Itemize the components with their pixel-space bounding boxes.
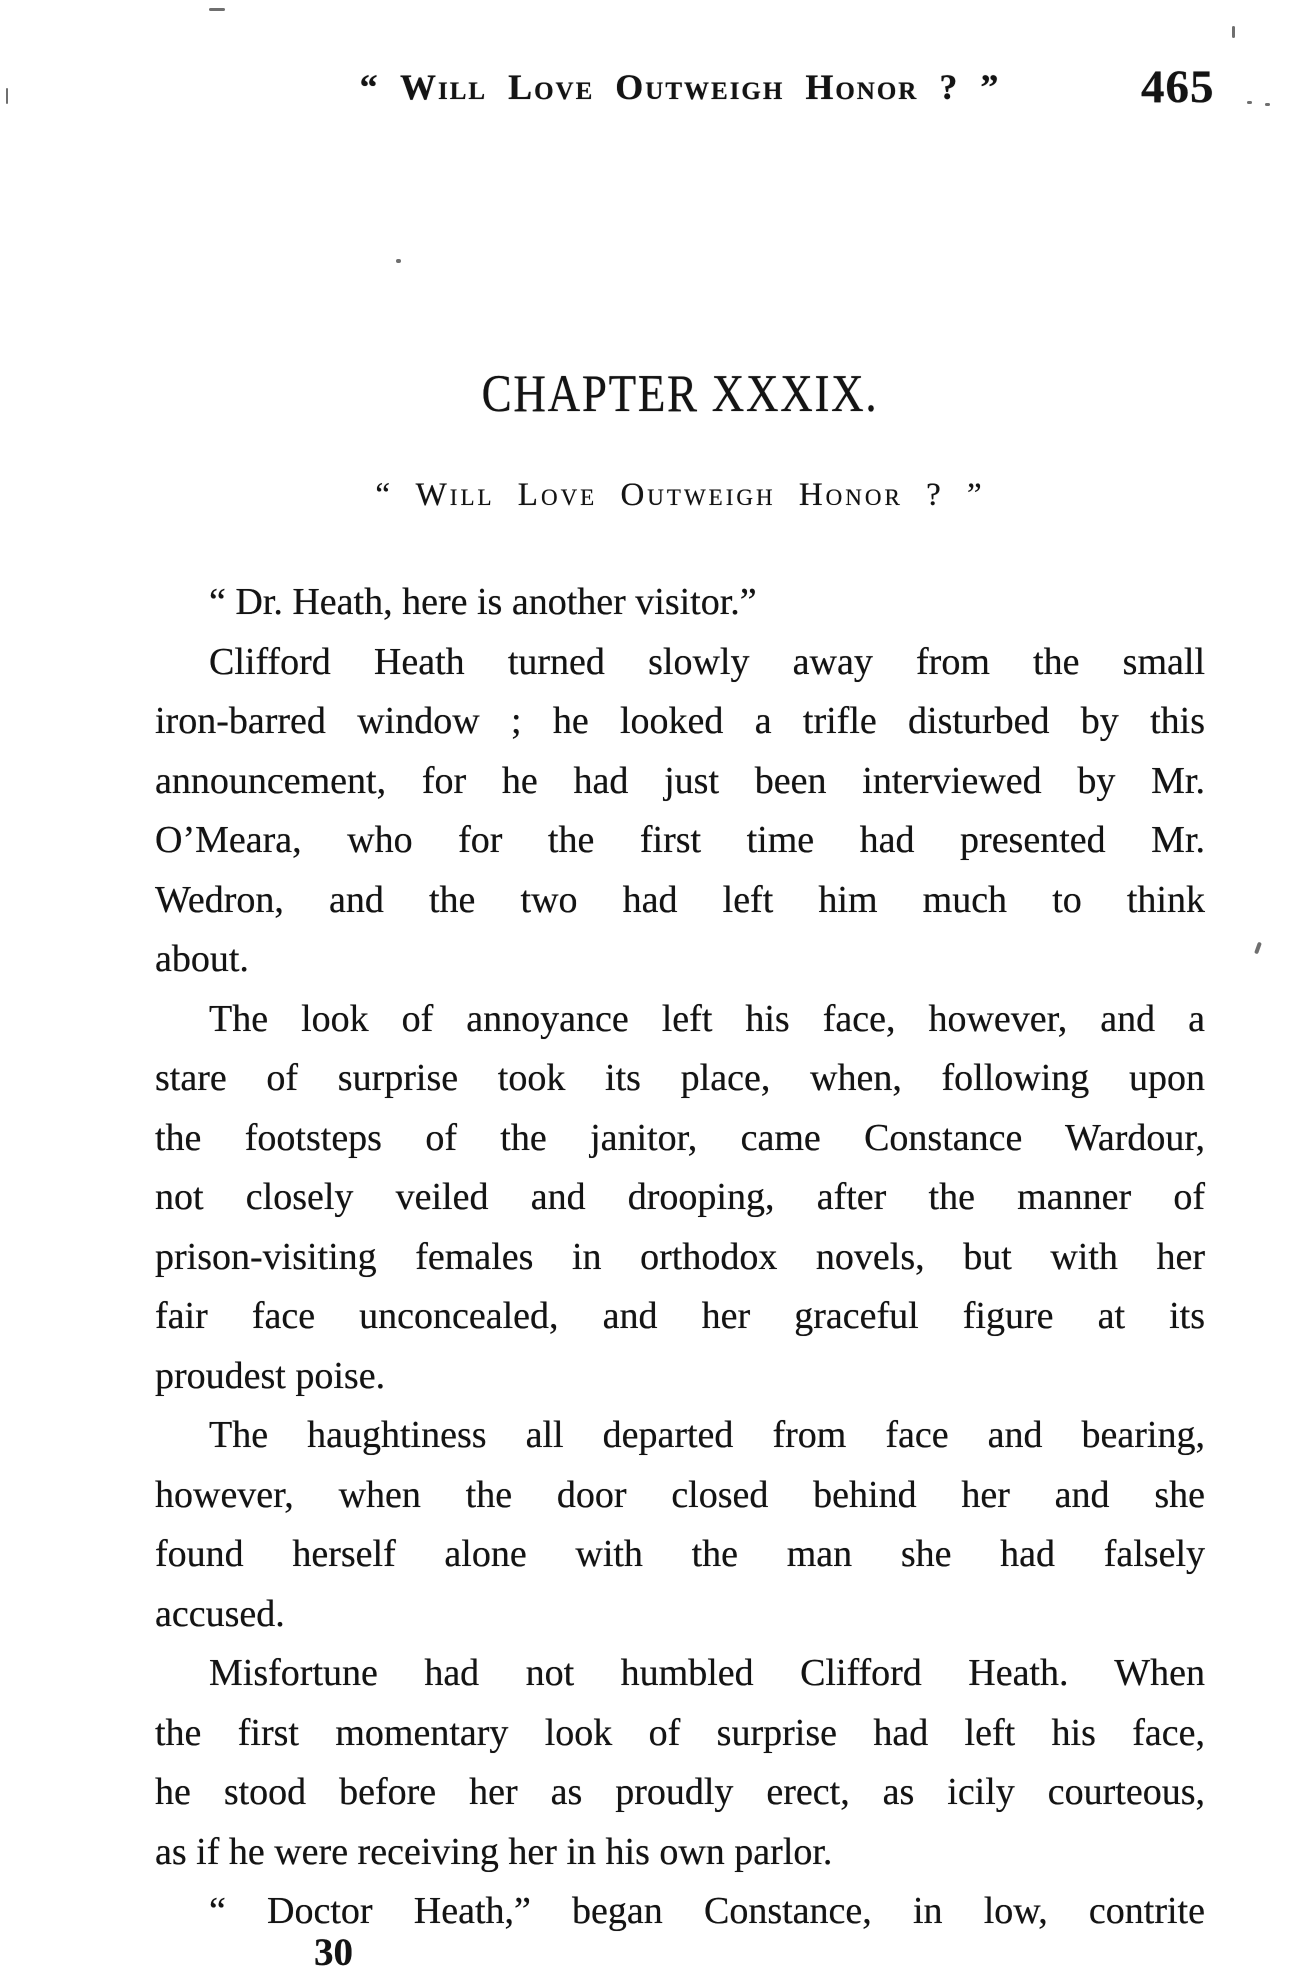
text-line: proudest poise. bbox=[155, 1354, 386, 1397]
text-line: prison-visiting females in orthodox novels, but with her bbox=[155, 1235, 1205, 1278]
body-text bbox=[155, 573, 1205, 1942]
running-header-title: “ Will Love Outweigh Honor ? ” bbox=[359, 67, 1001, 107]
text-line: “ Doctor Heath,” began Constance, in low, contrite bbox=[209, 1890, 1205, 1932]
text-line: however, when the door closed behind her and she bbox=[155, 1473, 1205, 1516]
scan-artifact bbox=[396, 259, 401, 263]
scan-artifact bbox=[1254, 942, 1262, 955]
scan-artifact bbox=[6, 88, 8, 104]
text-line: Misfortune had not humbled Clifford Heath. When bbox=[209, 1652, 1205, 1694]
text-line: Wedron, and the two had left him much to think bbox=[155, 878, 1205, 921]
text-line: Clifford Heath turned slowly away from the small bbox=[209, 640, 1205, 683]
text-line: the footsteps of the janitor, came Constance Wardour, bbox=[155, 1116, 1205, 1159]
text-line: fair face unconcealed, and her graceful figure at its bbox=[155, 1295, 1205, 1337]
text-line: found herself alone with the man she had falsely bbox=[155, 1533, 1205, 1575]
text-line: The look of annoyance left his face, however, and a bbox=[209, 997, 1205, 1040]
scan-artifact bbox=[1247, 101, 1252, 104]
text-line: not closely veiled and drooping, after the manner of bbox=[155, 1176, 1205, 1218]
text-line: “ Dr. Heath, here is another visitor.” bbox=[209, 581, 757, 623]
scan-artifact bbox=[1265, 103, 1270, 106]
text-line: as if he were receiving her in his own parlor. bbox=[155, 1830, 833, 1873]
chapter-title: CHAPTER XXXIX. bbox=[481, 365, 879, 423]
page-number: 465 bbox=[1141, 61, 1215, 113]
chapter-subtitle: “ Will Love Outweigh Honor ? ” bbox=[375, 477, 985, 513]
text-line: announcement, for he had just been interviewed by Mr. bbox=[155, 759, 1205, 802]
signature-mark: 30 bbox=[314, 1931, 353, 1974]
text-line: iron-barred window ; he looked a trifle disturbed by this bbox=[155, 700, 1205, 742]
text-line: about. bbox=[155, 938, 249, 980]
text-line: stare of surprise took its place, when, following upon bbox=[155, 1057, 1205, 1099]
text-line: The haughtiness all departed from face and bearing, bbox=[209, 1414, 1205, 1456]
text-line: the first momentary look of surprise had left his face, bbox=[155, 1711, 1205, 1754]
text-line: he stood before her as proudly erect, as icily courteous, bbox=[155, 1771, 1205, 1813]
text-line: accused. bbox=[155, 1592, 285, 1635]
scan-artifact bbox=[1232, 26, 1235, 38]
scan-artifact bbox=[209, 8, 225, 11]
text-line: O’Meara, who for the first time had presented Mr. bbox=[155, 819, 1205, 861]
